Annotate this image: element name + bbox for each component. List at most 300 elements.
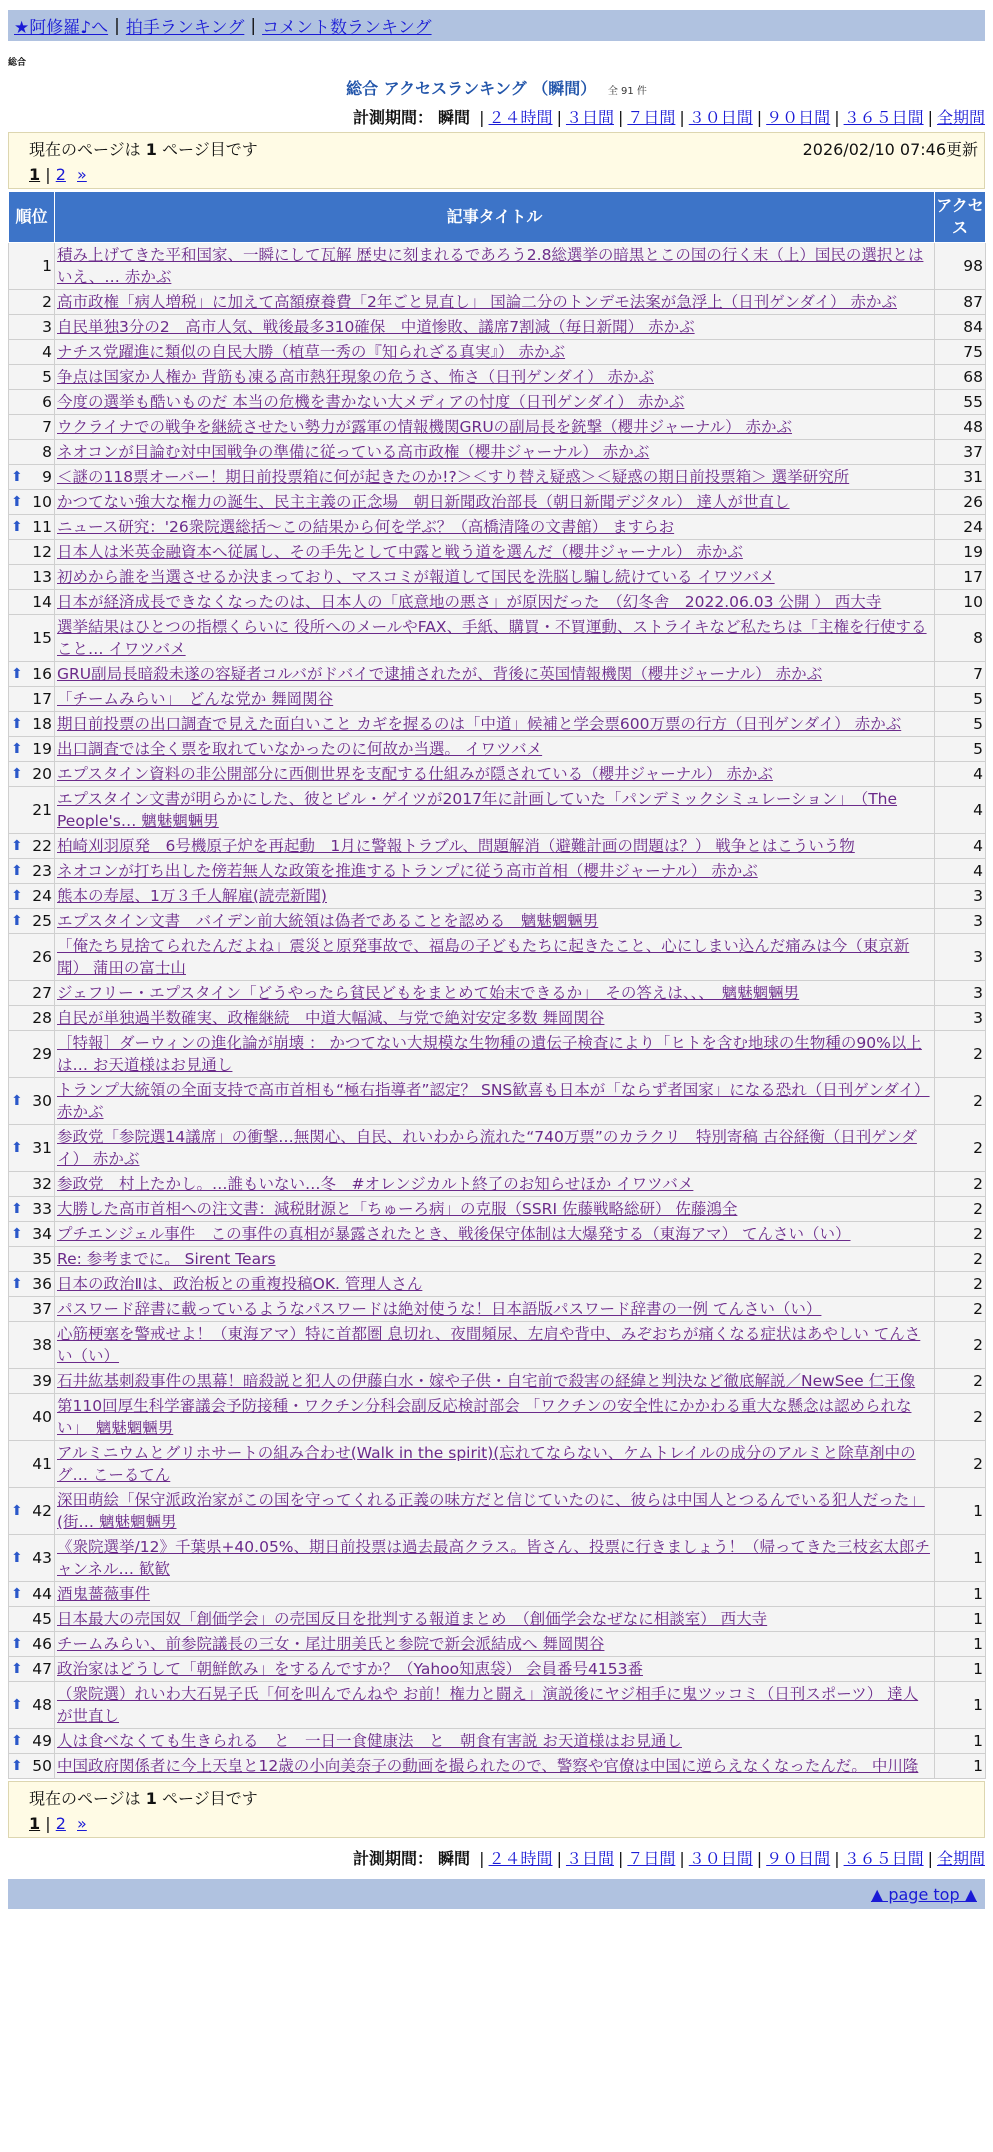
- table-row: [9, 1682, 986, 1729]
- access-count: 4: [935, 787, 986, 834]
- period-option-link[interactable]: ２４時間: [488, 108, 553, 127]
- up-arrow-icon: ⬆: [11, 1636, 23, 1652]
- rank-cell: [9, 540, 55, 565]
- title-cell: [55, 1441, 935, 1488]
- access-count: 2: [935, 1172, 986, 1197]
- article-title-link[interactable]: GRU副局長暗殺未遂の容疑者コルバがドバイで逮捕されたが、背後に英国情報機関（櫻井ジャーナル） 赤かぶ: [57, 665, 823, 683]
- rank-cell: [9, 934, 55, 981]
- article-title-link[interactable]: 政治家はどうして「朝鮮飲み」をするんですか？（Yahoo知恵袋） 会員番号4153番: [57, 1660, 643, 1678]
- article-title-link[interactable]: 出口調査では全く票を取れていなかったのに何故か当選。 イワツバメ: [57, 740, 543, 758]
- up-arrow-icon: ⬆: [11, 1586, 23, 1602]
- article-title-link[interactable]: 選挙結果はひとつの指標くらいに 役所へのメールやFAX、手紙、購買・不買運動、ストライキなど私たちは「主権を行使すること… イワツバメ: [57, 618, 927, 658]
- period-option-link[interactable]: ３０日間: [688, 1849, 753, 1868]
- title-cell: [55, 1222, 935, 1247]
- access-count: 68: [935, 365, 986, 390]
- title-cell: [55, 590, 935, 615]
- table-row: [9, 1632, 986, 1657]
- period-separator: |: [556, 108, 562, 127]
- pagination: 1 | 2 »: [29, 1814, 87, 1833]
- article-title-link[interactable]: 柏崎刈羽原発 6号機原子炉を再起動 1月に警報トラブル、問題解消（避難計画の問題は？） 戦争とはこういう物: [57, 837, 855, 855]
- rank-number: 50: [32, 1757, 52, 1775]
- period-option-link[interactable]: ７日間: [627, 1849, 676, 1868]
- period-separator: |: [617, 108, 624, 127]
- updated-timestamp: 2026/02/10 07:46更新: [802, 139, 978, 159]
- title-cell: [55, 934, 935, 981]
- period-label: 計測期間：: [352, 1849, 433, 1868]
- article-title-link[interactable]: トランプ大統領の全面支持で高市首相も“極右指導者”認定？ SNS歓喜も日本が「ならず者国家」になる恐れ（日刊ゲンダイ） 赤かぶ: [57, 1081, 930, 1121]
- page-info-bottom: [8, 1781, 985, 1838]
- up-arrow-icon: ⬆: [11, 1276, 23, 1292]
- access-count: 4: [935, 859, 986, 884]
- access-count: 1: [935, 1682, 986, 1729]
- rank-cell: [9, 1607, 55, 1632]
- up-arrow-icon: ⬆: [11, 1226, 23, 1242]
- rank-number: 33: [32, 1200, 52, 1218]
- title-cell: [55, 662, 935, 687]
- article-title-link[interactable]: 自民単独3分の2 高市人気、戦後最多310確保 中道惨敗、議席7割減（毎日新聞） 赤かぶ: [57, 318, 695, 336]
- rank-number: 39: [32, 1372, 52, 1390]
- rank-number: 7: [42, 418, 52, 436]
- article-title-link[interactable]: 日本人は米英金融資本へ従属し、その手先として中露と戦う道を選んだ（櫻井ジャーナル） 赤かぶ: [57, 543, 743, 561]
- rank-number: 20: [32, 765, 52, 783]
- title-cell: [55, 981, 935, 1006]
- period-option-link[interactable]: ３日間: [565, 1849, 614, 1868]
- article-title-link[interactable]: エプスタイン文書が明らかにした、彼とビル・ゲイツが2017年に計画していた「パンデミックシミュレーション」 （The People's… 魑魅魍魎男: [57, 790, 898, 830]
- rank-number: 8: [42, 443, 52, 461]
- period-option-link[interactable]: ３６５日間: [843, 1849, 924, 1868]
- rank-number: 29: [32, 1045, 52, 1063]
- access-count: 19: [935, 540, 986, 565]
- pagination: 1 | 2 »: [29, 165, 87, 184]
- access-count: 1: [935, 1657, 986, 1682]
- table-row: [9, 390, 986, 415]
- title-cell: [55, 1197, 935, 1222]
- table-row: [9, 615, 986, 662]
- period-option-link[interactable]: 全期間: [936, 1849, 985, 1868]
- article-title-link[interactable]: ニュース研究：'26衆院選総括～この結果から何を学ぶ？（高橋清隆の文書館） ますらお: [57, 518, 675, 536]
- table-row: [9, 1657, 986, 1682]
- access-count: 3: [935, 981, 986, 1006]
- table-row: [9, 1582, 986, 1607]
- rank-cell: [9, 981, 55, 1006]
- rank-number: 22: [32, 837, 52, 855]
- article-title-link[interactable]: Re: 参考までに。 Sirent Tears: [57, 1250, 276, 1268]
- period-separator: |: [834, 108, 840, 127]
- nav-separator: |: [250, 15, 257, 36]
- article-title-link[interactable]: 「俺たち見捨てられたんだよね」震災と原発事故で、福島の子どもたちに起きたこと、心にしまい込んだ痛みは今（東京新聞） 蒲田の富士山: [57, 937, 910, 977]
- column-access: アクセス: [935, 192, 986, 243]
- period-separator: |: [617, 1849, 624, 1868]
- period-separator: |: [679, 1849, 685, 1868]
- access-count: 5: [935, 712, 986, 737]
- period-separator: |: [479, 108, 485, 127]
- table-row: [9, 737, 986, 762]
- rank-cell: [9, 859, 55, 884]
- title-cell: [55, 1535, 935, 1582]
- access-count: 2: [935, 1272, 986, 1297]
- up-arrow-icon: ⬆: [11, 1140, 23, 1156]
- page-title: [0, 76, 993, 99]
- up-arrow-icon: ⬆: [11, 1661, 23, 1677]
- period-current: 瞬間: [438, 1849, 471, 1868]
- nav-separator: |: [114, 15, 120, 36]
- rank-cell: [9, 787, 55, 834]
- article-title-link[interactable]: エプスタイン文書 バイデン前大統領は偽者であることを認める 魑魅魍魎男: [57, 912, 599, 930]
- article-title-link[interactable]: 期日前投票の出口調査で見えた面白いこと カギを握るのは「中道」候補と学会票600万票の行方（日刊ゲンダイ） 赤かぶ: [57, 715, 902, 733]
- title-cell: [55, 834, 935, 859]
- rank-number: 36: [32, 1275, 52, 1293]
- rank-number: 41: [32, 1455, 52, 1473]
- rank-cell: [9, 415, 55, 440]
- access-count: 3: [935, 909, 986, 934]
- period-option-link[interactable]: ７日間: [627, 108, 676, 127]
- rank-number: 23: [32, 862, 52, 880]
- rank-cell: [9, 662, 55, 687]
- up-arrow-icon: ⬆: [11, 766, 23, 782]
- up-arrow-icon: ⬆: [11, 469, 23, 485]
- table-row: [9, 290, 986, 315]
- rank-number: 15: [32, 629, 52, 647]
- rank-number: 42: [32, 1502, 52, 1520]
- table-row: [9, 490, 986, 515]
- access-count: 2: [935, 1394, 986, 1441]
- table-row: [9, 662, 986, 687]
- rank-cell: [9, 1222, 55, 1247]
- access-count: 1: [935, 1582, 986, 1607]
- page-top-link[interactable]: ▲ page top ▲: [870, 1884, 977, 1904]
- rank-number: 9: [42, 468, 52, 486]
- table-row: [9, 440, 986, 465]
- title-cell: [55, 1488, 935, 1535]
- next-page-link[interactable]: »: [77, 1814, 87, 1833]
- period-option-link[interactable]: ３０日間: [688, 108, 753, 127]
- table-row: [9, 415, 986, 440]
- article-title-link[interactable]: 参政党 村上たかし。…誰もいない…冬 #オレンジカルト終了のお知らせほか イワツバメ: [57, 1175, 694, 1193]
- article-title-link[interactable]: 《衆院選挙/12》千葉県+40.05%、期日前投票は過去最高クラス。皆さん、投票に行きましょう！（帰ってきた三枝玄太郎チャンネル… 歓歓: [57, 1538, 930, 1578]
- rank-cell: [9, 243, 55, 290]
- article-title-link[interactable]: チームみらい、前参院議長の三女・尾辻朋美氏と参院で新会派結成へ 舞岡関谷: [57, 1635, 605, 1653]
- access-count: 87: [935, 290, 986, 315]
- access-count: 8: [935, 615, 986, 662]
- article-title-link[interactable]: 日本の政治Ⅱは、政治板との重複投稿OK. 管理人さん: [57, 1275, 423, 1293]
- title-cell: [55, 1272, 935, 1297]
- table-row: [9, 1322, 986, 1369]
- period-option-link[interactable]: ３６５日間: [843, 108, 924, 127]
- title-cell: [55, 1172, 935, 1197]
- rank-number: 14: [32, 593, 52, 611]
- title-cell: [55, 490, 935, 515]
- article-title-link[interactable]: ＜謎の118票オーバー！期日前投票箱に何が起きたのか!?＞＜すり替え疑惑＞＜疑惑の期日前投票箱＞ 選挙研究所: [57, 468, 850, 486]
- access-count: 26: [935, 490, 986, 515]
- title-cell: [55, 1322, 935, 1369]
- footer-bar: [8, 1879, 985, 1909]
- access-count: 2: [935, 1441, 986, 1488]
- rank-number: 46: [32, 1635, 52, 1653]
- up-arrow-icon: ⬆: [11, 519, 23, 535]
- rank-cell: [9, 1369, 55, 1394]
- title-cell: [55, 737, 935, 762]
- article-title-link[interactable]: ネオコンが打ち出した傍若無人な政策を推進するトランプに従う高市首相（櫻井ジャーナル） 赤かぶ: [57, 862, 758, 880]
- rank-cell: [9, 565, 55, 590]
- rank-number: 26: [32, 948, 52, 966]
- article-title-link[interactable]: 熊本の寿屋、1万３千人解雇(読売新聞): [57, 887, 327, 905]
- rank-cell: [9, 687, 55, 712]
- period-separator: |: [756, 108, 763, 127]
- article-title-link[interactable]: 日本が経済成長できなくなったのは、日本人の「底意地の悪さ」が原因だった （幻冬舎 2022.06.03 公開 ） 西大寺: [57, 593, 882, 611]
- applause-ranking-link[interactable]: 拍手ランキング: [125, 18, 245, 38]
- rank-cell: [9, 590, 55, 615]
- title-cell: [55, 1632, 935, 1657]
- table-row: [9, 590, 986, 615]
- article-title-link[interactable]: 積み上げてきた平和国家、一瞬にして瓦解 歴史に刻まれるであろう2.8総選挙の暗黒とこの国の行く末（上）国民の選択とはいえ、… 赤かぶ: [57, 246, 924, 286]
- table-row: [9, 1222, 986, 1247]
- period-option-link[interactable]: ９０日間: [766, 108, 831, 127]
- article-title-link[interactable]: かつてない強大な権力の誕生、民主主義の正念場 朝日新聞政治部長（朝日新聞デジタル） 達人が世直し: [57, 493, 790, 511]
- up-arrow-icon: ⬆: [11, 1758, 23, 1774]
- page-2-link[interactable]: 2: [55, 165, 66, 184]
- article-title-link[interactable]: 人は食べなくても生きられる と 一日一食健康法 と 朝食有害説 お天道様はお見通し: [57, 1732, 682, 1750]
- up-arrow-icon: ⬆: [11, 838, 23, 854]
- rank-cell: [9, 1488, 55, 1535]
- table-row: [9, 540, 986, 565]
- table-row: [9, 859, 986, 884]
- rank-cell: [9, 884, 55, 909]
- period-option-link[interactable]: 全期間: [936, 108, 985, 127]
- title-cell: [55, 1729, 935, 1754]
- rank-cell: [9, 465, 55, 490]
- title-cell: [55, 1754, 935, 1779]
- article-title-link[interactable]: 第110回厚生科学審議会予防接種・ワクチン分科会副反応検討部会 「ワクチンの安全性にかかわる重大な懸念は認められない」 魑魅魍魎男: [57, 1397, 912, 1437]
- rank-number: 5: [42, 368, 52, 386]
- article-title-link[interactable]: 深田萌絵「保守派政治家がこの国を守ってくれる正義の味方だと信じていたのに、彼らは中国人とつるんでいる犯人だった」(街… 魑魅魍魎男: [57, 1491, 925, 1531]
- access-count: 1: [935, 1754, 986, 1779]
- access-count: 7: [935, 662, 986, 687]
- table-row: [9, 565, 986, 590]
- title-cell: [55, 909, 935, 934]
- column-rank: 順位: [9, 192, 55, 243]
- rank-number: 16: [32, 665, 52, 683]
- access-count: 1: [935, 1729, 986, 1754]
- up-arrow-icon: ⬆: [11, 494, 23, 510]
- up-arrow-icon: ⬆: [11, 1733, 23, 1749]
- up-arrow-icon: ⬆: [11, 1201, 23, 1217]
- article-title-link[interactable]: 心筋梗塞を警戒せよ！（東海アマ）特に首都圏 息切れ、夜間頻尿、左肩や背中、みぞおちが痛くなる症状はあやしい てんさい（い）: [57, 1325, 921, 1365]
- title-cell: [55, 365, 935, 390]
- title-cell: [55, 540, 935, 565]
- rank-cell: [9, 1632, 55, 1657]
- rank-cell: [9, 1197, 55, 1222]
- rank-cell: [9, 1582, 55, 1607]
- period-option-link[interactable]: ３日間: [565, 108, 614, 127]
- title-cell: [55, 415, 935, 440]
- article-title-link[interactable]: 今度の選挙も酷いものだ 本当の危機を書かない大メディアの忖度（日刊ゲンダイ） 赤かぶ: [57, 393, 685, 411]
- rank-cell: [9, 1682, 55, 1729]
- article-title-link[interactable]: 初めから誰を当選させるか決まっており、マスコミが報道して国民を洗脳し騙し続けている イワツバメ: [57, 568, 775, 586]
- table-row: [9, 1031, 986, 1078]
- rank-cell: [9, 315, 55, 340]
- article-title-link[interactable]: プチエンジェル事件 この事件の真相が暴露されたとき、戦後保守体制は大爆発する（東海アマ） てんさい（い）: [57, 1225, 851, 1243]
- table-row: [9, 762, 986, 787]
- access-count: 98: [935, 243, 986, 290]
- table-row: [9, 884, 986, 909]
- article-title-link[interactable]: 酒鬼薔薇事件: [57, 1585, 151, 1603]
- rank-number: 21: [32, 801, 52, 819]
- access-count: 3: [935, 1006, 986, 1031]
- rank-number: 19: [32, 740, 52, 758]
- ranking-title: 総合 アクセスランキング （瞬間）: [346, 79, 597, 98]
- rank-cell: [9, 1247, 55, 1272]
- access-count: 4: [935, 762, 986, 787]
- comment-ranking-link[interactable]: コメント数ランキング: [262, 18, 432, 38]
- rank-cell: [9, 1535, 55, 1582]
- article-title-link[interactable]: 「チームみらい」 どんな党か 舞岡関谷: [57, 690, 334, 708]
- title-cell: [55, 390, 935, 415]
- access-count: 31: [935, 465, 986, 490]
- rank-number: 30: [32, 1092, 52, 1110]
- access-count: 84: [935, 315, 986, 340]
- article-title-link[interactable]: ウクライナでの戦争を継続させたい勢力が露軍の情報機関GRUの副局長を銃撃（櫻井ジャーナル） 赤かぶ: [57, 418, 793, 436]
- table-row: [9, 1006, 986, 1031]
- table-row: [9, 934, 986, 981]
- table-row: [9, 1729, 986, 1754]
- access-count: 1: [935, 1535, 986, 1582]
- home-link[interactable]: ★阿修羅♪へ: [14, 18, 109, 38]
- access-count: 2: [935, 1125, 986, 1172]
- table-row: [9, 834, 986, 859]
- rank-number: 32: [32, 1175, 52, 1193]
- rank-number: 31: [32, 1139, 52, 1157]
- article-title-link[interactable]: 争点は国家か人権か 背筋も凍る高市熱狂現象の危うさ、怖さ（日刊ゲンダイ） 赤かぶ: [57, 368, 654, 386]
- next-page-link[interactable]: »: [77, 165, 87, 184]
- title-cell: [55, 1582, 935, 1607]
- table-row: [9, 1172, 986, 1197]
- access-count: 3: [935, 934, 986, 981]
- rank-cell: [9, 834, 55, 859]
- rank-cell: [9, 1754, 55, 1779]
- access-count: 17: [935, 565, 986, 590]
- article-title-link[interactable]: 自民が単独過半数確実、政権継続 中道大幅減、与党で絶対安定多数 舞岡関谷: [57, 1009, 605, 1027]
- page-2-link[interactable]: 2: [55, 1814, 66, 1833]
- category-label: 総合: [8, 58, 27, 68]
- table-row: [9, 465, 986, 490]
- rank-number: 18: [32, 715, 52, 733]
- period-option-link[interactable]: ２４時間: [488, 1849, 553, 1868]
- table-row: [9, 1488, 986, 1535]
- access-count: 55: [935, 390, 986, 415]
- period-separator: |: [756, 1849, 763, 1868]
- title-cell: [55, 1031, 935, 1078]
- article-title-link[interactable]: パスワード辞書に載っているようなパスワードは絶対使うな！日本語版パスワード辞書の一例 てんさい（い）: [57, 1300, 822, 1318]
- title-cell: [55, 243, 935, 290]
- article-title-link[interactable]: ジェフリー・エプスタイン「どうやったら貧民どもをまとめて始末できるか」 その答えは、、、 魑魅魍魎男: [57, 984, 800, 1002]
- title-cell: [55, 290, 935, 315]
- rank-cell: [9, 737, 55, 762]
- title-cell: [55, 615, 935, 662]
- table-row: [9, 340, 986, 365]
- up-arrow-icon: ⬆: [11, 716, 23, 732]
- article-title-link[interactable]: ［特報］ダーウィンの進化論が崩壊 ： かつてない大規模な生物種の遺伝子検査により「ヒトを含む地球の生物種の90%以上は… お天道様はお見通し: [57, 1034, 922, 1074]
- rank-number: 45: [32, 1610, 52, 1628]
- article-title-link[interactable]: 石井紘基刺殺事件の黒幕！暗殺説と犯人の伊藤白水・嫁や子供・自宅前で殺害の経緯と判決など徹底解説／NewSee 仁王像: [57, 1372, 916, 1390]
- access-count: 3: [935, 884, 986, 909]
- access-count: 2: [935, 1322, 986, 1369]
- article-title-link[interactable]: （衆院選）れいわ大石晃子氏「何を叫んでんねや お前！権力と闘え」演説後にヤジ相手に鬼ツッコミ（日刊スポーツ） 達人が世直し: [57, 1685, 919, 1725]
- rank-number: 6: [42, 393, 52, 411]
- article-title-link[interactable]: 大勝した高市首相への注文書：減税財源と「ちゅーろ病」の克服（SSRI 佐藤戦略総研） 佐藤鴻全: [57, 1200, 738, 1218]
- period-separator: |: [556, 1849, 562, 1868]
- title-cell: [55, 1247, 935, 1272]
- article-title-link[interactable]: 中国政府関係者に今上天皇と12歳の小向美奈子の動画を撮られたので、警察や官僚は中国に逆らえなくなったんだ。 中川隆: [57, 1757, 919, 1775]
- rank-cell: [9, 1657, 55, 1682]
- title-cell: [55, 1078, 935, 1125]
- period-separator: |: [927, 1849, 933, 1868]
- title-cell: [55, 1657, 935, 1682]
- title-cell: [55, 515, 935, 540]
- rank-cell: [9, 515, 55, 540]
- access-count: 48: [935, 415, 986, 440]
- rank-cell: [9, 1322, 55, 1369]
- article-title-link[interactable]: 日本最大の売国奴「創価学会」の売国反日を批判する報道まとめ （創価学会なぜなに相談室） 西大寺: [57, 1610, 768, 1628]
- title-cell: [55, 315, 935, 340]
- rank-cell: [9, 490, 55, 515]
- rank-number: 4: [42, 343, 52, 361]
- title-cell: [55, 687, 935, 712]
- rank-cell: [9, 1031, 55, 1078]
- rank-cell: [9, 1394, 55, 1441]
- ranking-table: [8, 191, 986, 1779]
- title-cell: [55, 1369, 935, 1394]
- rank-cell: [9, 290, 55, 315]
- table-row: [9, 1197, 986, 1222]
- article-title-link[interactable]: 参政党「参院選14議席」の衝撃…無関心、自民、れいわから流れた“740万票”のカラクリ 特別寄稿 古谷経衡（日刊ゲンダイ） 赤かぶ: [57, 1128, 917, 1168]
- rank-number: 47: [32, 1660, 52, 1678]
- rank-number: 1: [42, 257, 52, 275]
- rank-cell: [9, 1172, 55, 1197]
- total-count: 全 91 件: [607, 86, 647, 97]
- article-title-link[interactable]: ナチス党躍進に類似の自民大勝（植草一秀の『知られざる真実』） 赤かぶ: [57, 343, 566, 361]
- table-row: [9, 909, 986, 934]
- access-count: 24: [935, 515, 986, 540]
- period-option-link[interactable]: ９０日間: [766, 1849, 831, 1868]
- up-arrow-icon: ⬆: [11, 1093, 23, 1109]
- title-cell: [55, 884, 935, 909]
- access-count: 2: [935, 1222, 986, 1247]
- table-row: [9, 1125, 986, 1172]
- article-title-link[interactable]: 高市政権「病人増税」に加えて高額療養費「2年ごと見直し」 国論二分のトンデモ法案が急浮上（日刊ゲンダイ） 赤かぶ: [57, 293, 897, 311]
- table-row: [9, 787, 986, 834]
- rank-number: 38: [32, 1336, 52, 1354]
- rank-cell: [9, 390, 55, 415]
- column-title: 記事タイトル: [55, 192, 935, 243]
- table-row: [9, 515, 986, 540]
- access-count: 5: [935, 737, 986, 762]
- up-arrow-icon: ⬆: [11, 1550, 23, 1566]
- rank-cell: [9, 1297, 55, 1322]
- article-title-link[interactable]: エプスタイン資料の非公開部分に西側世界を支配する仕組みが隠されている（櫻井ジャーナル） 赤かぶ: [57, 765, 773, 783]
- period-current: 瞬間: [438, 108, 471, 127]
- article-title-link[interactable]: アルミニウムとグリホサートの組み合わせ(Walk in the spirit)(忘れてならない、ケムトレイルの成分のアルミと除草剤中のグ… こーるてん: [57, 1444, 916, 1484]
- rank-cell: [9, 1125, 55, 1172]
- title-cell: [55, 1125, 935, 1172]
- current-page-text: 現在のページは 1 ページ目です: [29, 1788, 258, 1808]
- article-title-link[interactable]: ネオコンが目論む対中国戦争の準備に従っている高市政権（櫻井ジャーナル） 赤かぶ: [57, 443, 650, 461]
- table-row: [9, 315, 986, 340]
- access-count: 2: [935, 1078, 986, 1125]
- title-cell: [55, 1297, 935, 1322]
- access-count: 2: [935, 1369, 986, 1394]
- period-selector-top: [0, 105, 985, 128]
- table-row: [9, 1535, 986, 1582]
